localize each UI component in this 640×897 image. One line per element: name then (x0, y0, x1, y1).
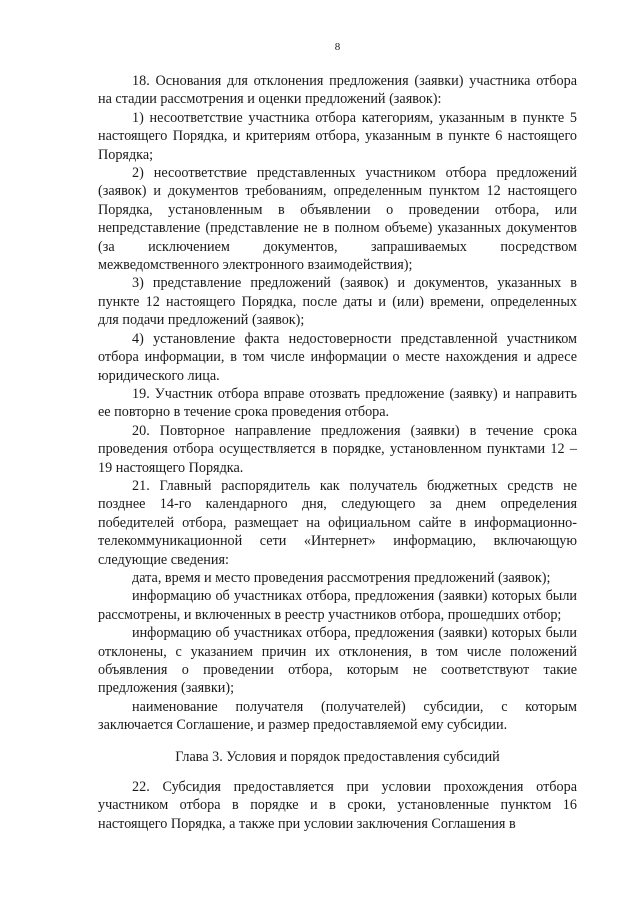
paragraph-21-item-3: информацию об участниках отбора, предложения (заявки) которых были отклонены, с указанием причин их отклонения, в том числе положений объявления о проведении отбора, которым не соответствуют такие предложения (заявки); (98, 625, 577, 697)
paragraph-18: 18. Основания для отклонения предложения (заявки) участника отбора на стадии рассмотрения и оценки предложений (заявок): (98, 73, 577, 108)
document-body (98, 72, 577, 833)
paragraph-21-item-2: информацию об участниках отбора, предложения (заявки) которых были рассмотрены, и включенных в реестр участников отбора, прошедших отбор; (98, 588, 577, 623)
chapter-heading: Глава 3. Условия и порядок предоставления субсидий (175, 748, 500, 765)
paragraph-21-item-1: дата, время и место проведения рассмотрения предложений (заявок); (132, 569, 551, 586)
paragraph-21: 21. Главный распорядитель как получатель бюджетных средств не позднее 14-го календарного дня, следующего за днем определения победителей отбора, размещает на официальном сайте в информационно-телекоммуникационной сети «Интернет» информацию, включающую следующие сведения: (98, 477, 577, 568)
paragraph-22: 22. Субсидия предоставляется при условии прохождения отбора участником отбора в порядке и в сроки, установленные пунктом 16 настоящего Порядка, а также при условии заключения Соглашения в (98, 779, 577, 832)
page-number: 8 (334, 41, 341, 53)
paragraph-20: 20. Повторное направление предложения (заявки) в течение срока проведения отбора осуществляется в порядке, установленном пунктами 12 – 19 настоящего Порядка. (98, 422, 577, 476)
paragraph-19: 19. Участник отбора вправе отозвать предложение (заявку) и направить ее повторно в течение срока проведения отбора. (98, 385, 577, 421)
paragraph-21-item-4: наименование получателя (получателей) субсидии, с которым заключается Соглашение, и размер предоставляемой ему субсидии. (98, 698, 577, 734)
paragraph-18-item-4: 4) установление факта недостоверности представленной участником отбора информации, в том числе информации о месте нахождения и адресе юридического лица. (98, 330, 577, 384)
paragraph-18-item-2: 2) несоответствие представленных участником отбора предложений (заявок) и документов требованиям, определенным пунктом 12 настоящего Порядка, установленным в объявлении о проведении отбора, или непредставление (представление не в полном объеме) указанных документов (за исключением документов, запрашиваемых посредством межведомственного электронного взаимодействия); (98, 165, 577, 274)
paragraph-18-item-3: 3) представление предложений (заявок) и документов, указанных в пункте 12 настоящего Порядка, после даты и (или) времени, определенных для подачи предложений (заявок); (98, 275, 577, 329)
paragraph-18-item-1: 1) несоответствие участника отбора категориям, указанным в пункте 5 настоящего Порядка, и критериям отбора, указанным в пункте 6 настоящего Порядка; (98, 109, 577, 163)
